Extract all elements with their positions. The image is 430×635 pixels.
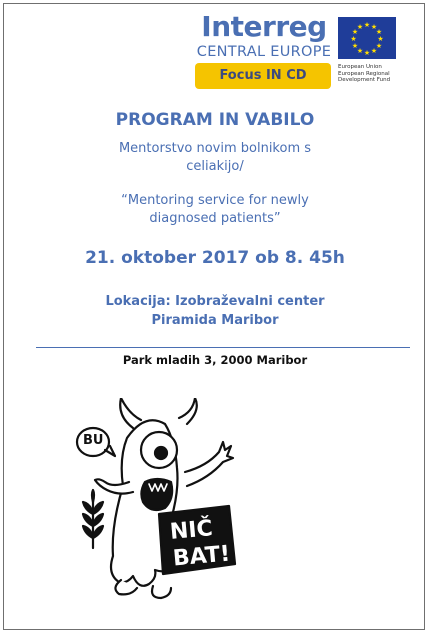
sign-text-line-2: BAT! — [172, 541, 232, 572]
svg-text:★: ★ — [377, 35, 384, 43]
wheat-icon — [83, 490, 103, 548]
location-line-2: Piramida Maribor — [151, 313, 279, 328]
page-title: PROGRAM IN VABILO — [115, 110, 315, 130]
eu-caption — [338, 64, 414, 84]
interreg-logo — [194, 12, 414, 92]
eu-caption-line: Development Fund — [338, 77, 391, 83]
speech-text: BU — [83, 433, 104, 448]
eu-flag-icon — [338, 17, 396, 59]
logo-region: CENTRAL EUROPE — [196, 44, 332, 60]
svg-text:★: ★ — [356, 47, 364, 55]
svg-text:★: ★ — [370, 23, 378, 31]
svg-text:★: ★ — [363, 21, 371, 29]
svg-text:★: ★ — [375, 28, 383, 36]
subtitle-en-line-1: “Mentoring service for newly — [121, 193, 309, 208]
subtitle-en-line-2: diagnosed patients” — [149, 211, 281, 226]
sign-text-line-1: NIČ — [168, 516, 214, 545]
event-location — [0, 292, 430, 330]
event-address: Park mladih 3, 2000 Maribor — [122, 353, 308, 367]
location-line-1: Lokacija: Izobraževalni center — [105, 294, 325, 309]
svg-text:★: ★ — [363, 49, 371, 57]
divider — [36, 347, 410, 348]
monster-illustration — [75, 398, 245, 603]
svg-text:★: ★ — [356, 23, 364, 31]
svg-text:★: ★ — [351, 28, 359, 36]
event-date: 21. oktober 2017 ob 8. 45h — [85, 248, 345, 268]
svg-text:★: ★ — [370, 47, 378, 55]
svg-text:★: ★ — [351, 42, 359, 50]
subtitle-sl-line-2: celiakijo/ — [186, 159, 244, 174]
subtitle-sl-line-1: Mentorstvo novim bolnikom s — [118, 141, 312, 156]
svg-text:★: ★ — [375, 42, 383, 50]
logo-brand: Interreg — [201, 10, 327, 43]
logo-project-badge: Focus IN CD — [195, 63, 331, 89]
eu-caption-line: European Regional — [338, 70, 390, 77]
eu-caption-line: European Union — [338, 64, 382, 70]
svg-text:★: ★ — [350, 35, 357, 43]
